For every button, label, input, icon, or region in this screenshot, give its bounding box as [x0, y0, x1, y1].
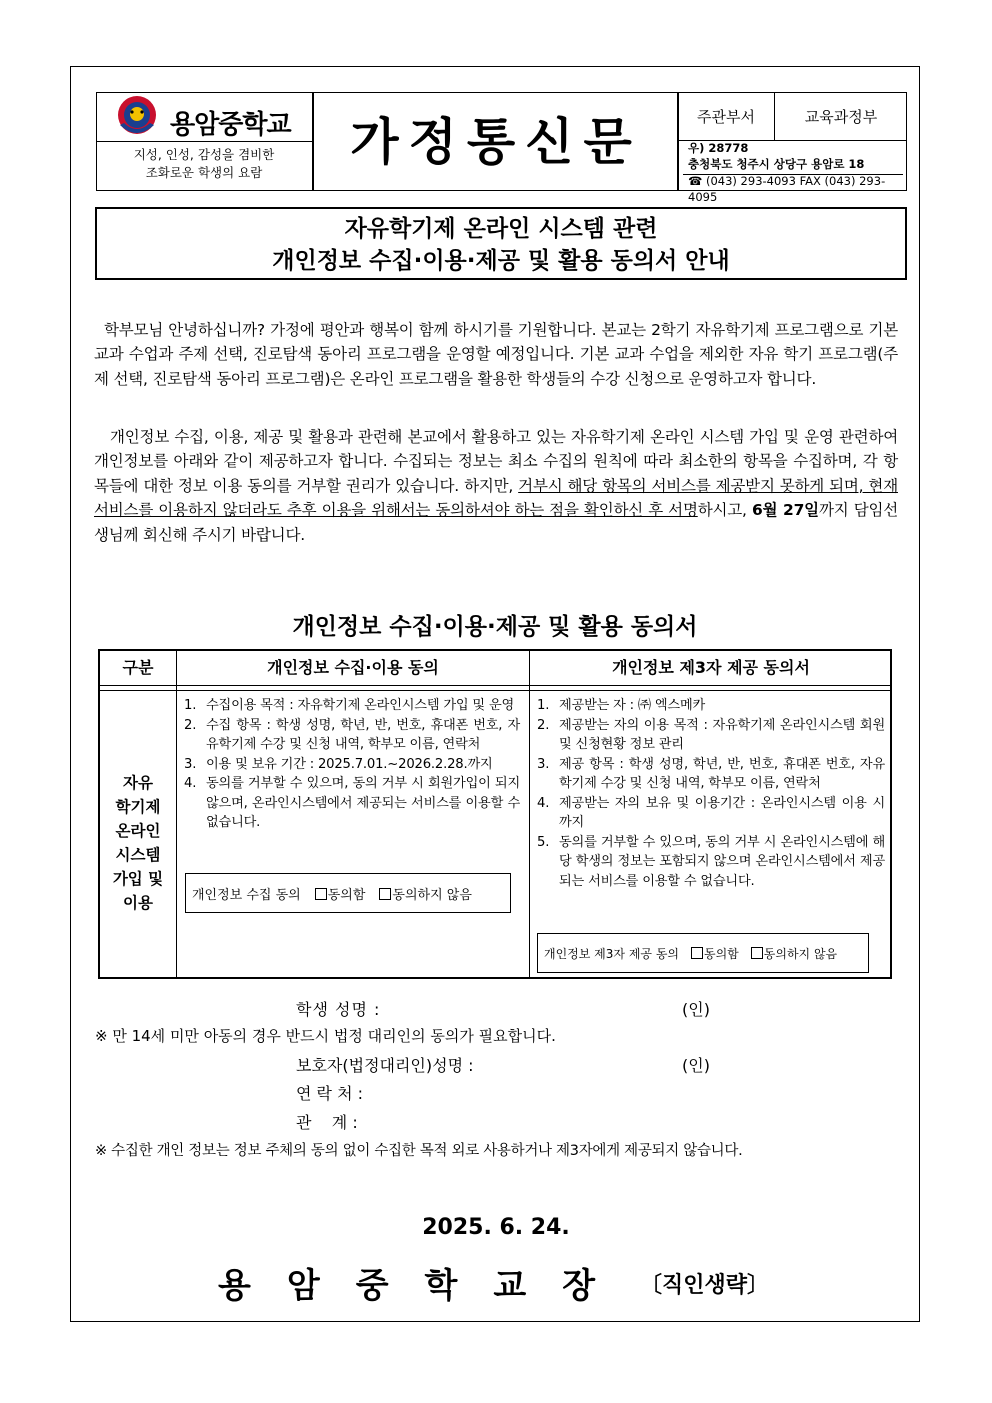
student-seal-mark: (인)	[682, 1000, 710, 1019]
collect-consent-box	[185, 873, 511, 913]
privacy-underlined-text: 거부시 해당 항목의 서비스를 제공받지 못하게 되며, 현재 서비스를 이용하지 않더라도 추후 이용을 위해서는 동의하셔야 하는 점을 확인하신 후 서명	[94, 476, 898, 520]
list-item: 5. 동의를 거부할 수 있으며, 동의 거부 시 온라인시스템에 해당 학생의 정보는 포함되지 않으며 온라인시스템에서 제공되는 서비스를 이용할 수 없습니다.	[537, 834, 885, 889]
school-emblem-icon	[114, 95, 160, 139]
privacy-text: 개인정보 수집, 이용, 제공 및 활용과 관련해 본교에서 활용하고 있는 자유학기제 온라인 시스템 가입 및 운영 관련하여 개인정보를 아래와 같이 제공하고자 합니다. 수집되는 정보는 최소 수집의 원칙에 따라 최소한의 항목을 수집하며, 각 항목들에 대한 정보 이용 동의를 거부할 권리가 있습니다. 하지만,	[94, 428, 898, 495]
relation-label: 관 계 :	[296, 1113, 358, 1132]
guardian-seal-mark: (인)	[682, 1056, 710, 1075]
school-name: 용암중학교	[170, 110, 291, 140]
intro-paragraph	[94, 318, 898, 391]
col-header-collect: 개인정보 수집·이용 동의	[267, 658, 439, 677]
col-header-category: 구분	[122, 658, 154, 677]
row-label-line: 학기제	[115, 798, 161, 816]
row-label-line: 이용	[123, 894, 153, 912]
phone-fax: ☎ (043) 293-4093 FAX (043) 293-4095	[688, 174, 886, 204]
privacy-text-end: 까지 담임선생님께 회신해 주시기 바랍니다.	[94, 501, 899, 544]
row-label-line: 온라인	[115, 822, 161, 840]
list-item: 4. 제공받는 자의 보유 및 이용기간 : 온라인시스템 이용 시 까지	[537, 795, 885, 830]
notice-heading	[95, 207, 907, 280]
heading-line-1: 자유학기제 온라인 시스템 관련	[344, 216, 658, 242]
privacy-paragraph	[94, 425, 898, 547]
list-item: 3. 이용 및 보유 기간 : 2025.7.01.~2026.2.28.까지	[184, 756, 493, 772]
list-item: 2. 제공받는 자의 이용 목적 : 자유학기제 온라인시스템 회원 및 신청현황 정보 관리	[537, 717, 885, 752]
list-item: 1. 수집이용 목적 : 자유학기제 온라인시스템 가입 및 운영	[184, 698, 515, 713]
third-party-items-list	[537, 696, 885, 891]
col-divider-1	[176, 651, 177, 977]
row-label-line: 자유	[123, 774, 153, 792]
list-item: 1. 제공받는 자 : ㈜ 엑스메카	[537, 698, 706, 713]
consent-form-title: 개인정보 수집·이용·제공 및 활용 동의서	[292, 614, 698, 640]
third-agree-checkbox[interactable]	[691, 947, 703, 959]
list-item: 3. 제공 항목 : 학생 성명, 학년, 반, 번호, 휴대폰 번호, 자유학기제 수강 및 신청 내역, 학부모 이름, 연락처	[537, 756, 885, 791]
school-address	[688, 141, 904, 205]
collect-disagree-option[interactable]: 동의하지 않음	[379, 884, 471, 903]
row-label	[100, 771, 176, 915]
seal-omitted-note: 〔직인생략〕	[640, 1273, 770, 1298]
street-address: 충청북도 청주시 상당구 용암로 18	[688, 156, 865, 171]
principal-title: 용암중학교장	[218, 1266, 632, 1306]
third-party-consent-box	[537, 933, 869, 973]
list-item: 2. 수집 항목 : 학생 성명, 학년, 반, 번호, 휴대폰 번호, 자유학기제 수강 및 신청 내역, 학부모 이름, 연락처	[184, 717, 520, 752]
minor-consent-note: ※ 만 14세 미만 아동의 경우 반드시 법정 대리인의 동의가 필요합니다.	[95, 1027, 556, 1045]
motto-line-1: 지성, 인성, 감성을 겸비한	[133, 147, 275, 162]
collect-disagree-checkbox[interactable]	[379, 888, 391, 900]
postal-code: 우) 28778	[688, 141, 749, 155]
dept-label: 주관부서	[697, 108, 755, 126]
document-title: 가정통신문	[350, 113, 642, 171]
third-disagree-option[interactable]: 동의하지 않음	[751, 945, 837, 962]
student-name-label: 학생 성명 :	[296, 1000, 381, 1019]
issue-date: 2025. 6. 24.	[422, 1215, 570, 1240]
motto-line-2: 조화로운 학생의 요람	[145, 165, 263, 180]
third-party-consent-label: 개인정보 제3자 제공 동의	[544, 946, 679, 961]
privacy-use-note: ※ 수집한 개인 정보는 정보 주체의 동의 없이 수집한 목적 외로 사용하거나 제3자에게 제공되지 않습니다.	[95, 1143, 743, 1159]
header-double-rule	[100, 685, 890, 691]
heading-line-2: 개인정보 수집·이용·제공 및 활용 동의서 안내	[272, 248, 730, 274]
col-divider-2	[529, 651, 530, 977]
list-item: 4. 동의를 거부할 수 있으며, 동의 거부 시 회원가입이 되지 않으며, 온라인시스템에서 제공되는 서비스를 이용할 수 없습니다.	[184, 776, 520, 830]
privacy-text-cont: 하시고,	[697, 501, 752, 520]
row-label-line: 가입 및	[112, 870, 164, 888]
col-header-third-party: 개인정보 제3자 제공 동의서	[612, 658, 810, 677]
dept-value: 교육과정부	[804, 108, 878, 126]
school-motto	[97, 146, 311, 182]
guardian-name-label: 보호자(법정대리인)성명 :	[296, 1056, 474, 1075]
collect-items-list	[184, 696, 520, 833]
consent-table	[98, 649, 892, 979]
intro-text: 학부모님 안녕하십니까? 가정에 평안과 행복이 함께 하시기를 기원합니다. 본교는 2학기 자유학기제 프로그램으로 기본 교과 수업과 주제 선택, 진로탐색 동아리 프로그램을 운영할 예정입니다. 기본 교과 수업을 제외한 자유 학기 프로그램(주제 선택, 진로탐색 동아리 프로그램)은 온라인 프로그램을 활용한 학생들의 수강 신청으로 운영하고자 합니다.	[94, 321, 898, 388]
third-disagree-checkbox[interactable]	[751, 947, 763, 959]
collect-agree-option[interactable]: 동의함	[315, 884, 366, 903]
collect-consent-label: 개인정보 수집 동의	[192, 887, 301, 903]
reply-deadline: 6월 27일	[751, 501, 819, 520]
collect-agree-checkbox[interactable]	[315, 888, 327, 900]
contact-label: 연 락 처 :	[296, 1084, 364, 1103]
row-label-line: 시스템	[115, 846, 161, 864]
third-agree-option[interactable]: 동의함	[691, 945, 739, 962]
